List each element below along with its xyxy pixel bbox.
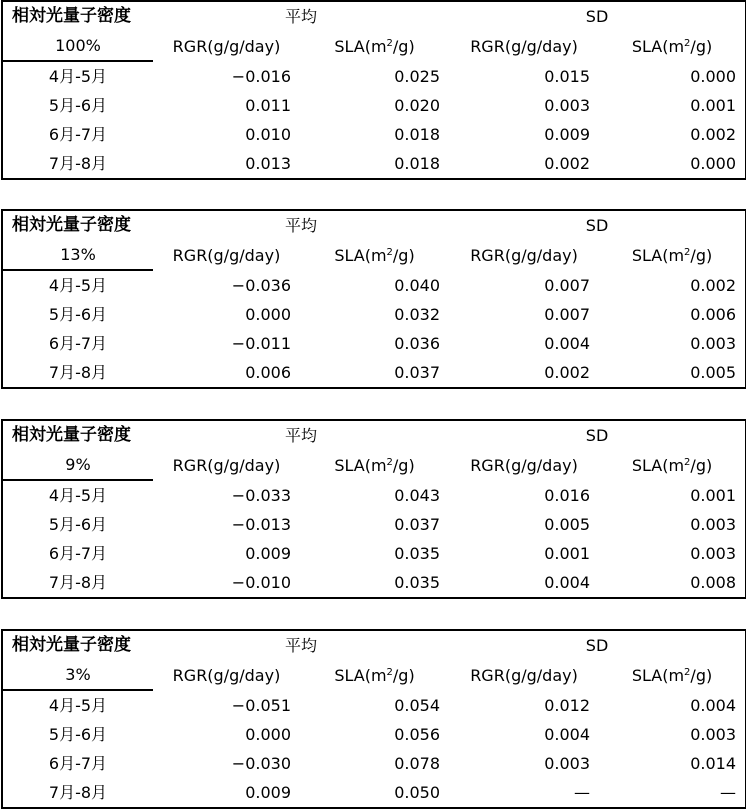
table-row bbox=[2, 149, 746, 179]
mean-group-header: 平均 bbox=[285, 426, 318, 445]
sd-group-header: SD bbox=[585, 636, 609, 655]
mean-sla-value: 0.036 bbox=[394, 334, 441, 353]
mean-sla-value: 0.050 bbox=[394, 783, 441, 802]
sla-header-prefix: SLA(m bbox=[631, 36, 685, 56]
table-row bbox=[2, 300, 746, 329]
mean-rgr-header: RGR(g/g/day) bbox=[172, 36, 281, 56]
mean-rgr-value: −0.016 bbox=[231, 66, 291, 86]
sd-sla-value: 0.000 bbox=[690, 154, 737, 173]
sd-rgr-header: RGR(g/g/day) bbox=[470, 455, 578, 475]
period-cell: 5月-6月 bbox=[48, 515, 108, 534]
sla-header-superscript: 2 bbox=[684, 666, 691, 678]
mean-rgr-value: −0.010 bbox=[231, 573, 291, 592]
sd-sla-value: 0.002 bbox=[690, 125, 737, 144]
sla-header-prefix: SLA(m bbox=[334, 455, 387, 475]
sla-header-suffix: /g) bbox=[690, 36, 713, 56]
mean-group-header: 平均 bbox=[285, 216, 318, 235]
mean-rgr-header: RGR(g/g/day) bbox=[172, 455, 281, 475]
period-cell: 6月-7月 bbox=[48, 544, 108, 563]
data-table-9pct bbox=[1, 419, 746, 599]
sd-rgr-value: 0.009 bbox=[544, 125, 591, 144]
sla-header-suffix: /g) bbox=[690, 455, 713, 475]
data-table-3pct bbox=[1, 629, 746, 809]
period-cell: 6月-7月 bbox=[48, 754, 108, 773]
header-row-groups bbox=[2, 420, 746, 450]
sd-rgr-header: RGR(g/g/day) bbox=[470, 665, 578, 685]
table-row bbox=[2, 91, 746, 120]
mean-sla-header bbox=[300, 31, 449, 61]
period-cell: 4月-5月 bbox=[48, 67, 108, 86]
mean-sla-value: 0.035 bbox=[394, 573, 441, 592]
sla-header-suffix: /g) bbox=[392, 245, 415, 265]
mean-sla-value: 0.040 bbox=[394, 275, 441, 295]
period-cell: 4月-5月 bbox=[48, 486, 108, 505]
sd-sla-value: 0.001 bbox=[690, 96, 737, 115]
period-cell: 5月-6月 bbox=[48, 96, 108, 115]
sd-sla-value: 0.001 bbox=[690, 485, 737, 505]
sla-header-prefix: SLA(m bbox=[631, 665, 685, 685]
period-cell: 7月-8月 bbox=[48, 363, 108, 382]
header-row-columns bbox=[2, 660, 746, 690]
mean-sla-value: 0.018 bbox=[394, 125, 441, 144]
sd-sla-value: 0.000 bbox=[690, 66, 737, 86]
mean-rgr-header: RGR(g/g/day) bbox=[172, 665, 281, 685]
table-row bbox=[2, 358, 746, 388]
mean-sla-value: 0.037 bbox=[394, 515, 441, 534]
period-cell: 6月-7月 bbox=[48, 334, 108, 353]
light-level-label: 100% bbox=[2, 31, 153, 61]
period-cell: 4月-5月 bbox=[48, 696, 108, 715]
sd-group-header: SD bbox=[585, 426, 609, 445]
sla-header-prefix: SLA(m bbox=[631, 455, 685, 475]
table-row bbox=[2, 539, 746, 568]
header-row-columns bbox=[2, 450, 746, 480]
mean-sla-header bbox=[300, 240, 449, 270]
sd-rgr-value: 0.002 bbox=[544, 363, 591, 382]
mean-sla-value: 0.037 bbox=[394, 363, 441, 382]
mean-sla-value: 0.020 bbox=[394, 96, 441, 115]
sla-header-prefix: SLA(m bbox=[334, 665, 387, 685]
sd-sla-value: 0.006 bbox=[690, 305, 737, 324]
period-cell: 7月-8月 bbox=[48, 573, 108, 592]
sd-rgr-header: RGR(g/g/day) bbox=[470, 36, 578, 56]
sd-rgr-value: 0.012 bbox=[544, 695, 591, 715]
row-title-label: 相対光量子密度 bbox=[12, 215, 131, 235]
sla-header-superscript: 2 bbox=[684, 456, 691, 468]
sd-rgr-value: 0.004 bbox=[544, 334, 591, 353]
sla-header-superscript: 2 bbox=[386, 666, 393, 678]
sd-sla-value: 0.003 bbox=[690, 515, 737, 534]
sd-group-header: SD bbox=[585, 216, 609, 235]
mean-rgr-value: −0.051 bbox=[231, 695, 291, 715]
mean-sla-header bbox=[300, 660, 449, 690]
light-level-label: 13% bbox=[2, 240, 153, 270]
sd-rgr-value: 0.003 bbox=[544, 754, 591, 773]
sd-sla-header bbox=[599, 450, 746, 480]
sd-sla-header bbox=[599, 31, 746, 61]
sla-header-suffix: /g) bbox=[392, 455, 415, 475]
mean-rgr-value: 0.009 bbox=[245, 783, 291, 802]
light-level-label: 3% bbox=[2, 660, 153, 690]
mean-rgr-value: 0.000 bbox=[245, 305, 291, 324]
sd-rgr-header: RGR(g/g/day) bbox=[470, 245, 578, 265]
sla-header-superscript: 2 bbox=[684, 246, 691, 258]
header-row-groups bbox=[2, 630, 746, 660]
sd-group-header: SD bbox=[585, 7, 609, 26]
sla-header-superscript: 2 bbox=[386, 37, 393, 49]
sd-sla-header bbox=[599, 240, 746, 270]
mean-rgr-header: RGR(g/g/day) bbox=[172, 245, 281, 265]
table-row bbox=[2, 778, 746, 808]
table-row bbox=[2, 510, 746, 539]
sla-header-superscript: 2 bbox=[386, 456, 393, 468]
sd-sla-value: 0.014 bbox=[690, 754, 737, 773]
sd-sla-value: 0.008 bbox=[690, 573, 737, 592]
sd-sla-value: 0.002 bbox=[690, 275, 737, 295]
data-table-100pct bbox=[1, 0, 746, 180]
sd-rgr-value: 0.007 bbox=[544, 275, 591, 295]
sd-sla-value: 0.003 bbox=[690, 544, 737, 563]
light-level-label: 9% bbox=[2, 450, 153, 480]
mean-rgr-value: 0.000 bbox=[245, 725, 291, 744]
period-cell: 5月-6月 bbox=[48, 725, 108, 744]
data-table-13pct bbox=[1, 209, 746, 389]
sd-rgr-value: 0.007 bbox=[544, 305, 591, 324]
row-title-label: 相対光量子密度 bbox=[12, 635, 131, 655]
mean-sla-value: 0.018 bbox=[394, 154, 441, 173]
sd-rgr-value: 0.004 bbox=[544, 725, 591, 744]
sla-header-suffix: /g) bbox=[690, 665, 713, 685]
mean-rgr-value: 0.006 bbox=[245, 363, 291, 382]
mean-sla-value: 0.056 bbox=[394, 725, 441, 744]
sla-header-superscript: 2 bbox=[386, 246, 393, 258]
sd-sla-header bbox=[599, 660, 746, 690]
mean-sla-value: 0.078 bbox=[394, 754, 441, 773]
period-cell: 4月-5月 bbox=[48, 276, 108, 295]
mean-rgr-value: −0.033 bbox=[231, 485, 291, 505]
header-row-groups bbox=[2, 1, 746, 31]
mean-rgr-value: −0.011 bbox=[231, 334, 291, 353]
table-row bbox=[2, 720, 746, 749]
mean-sla-header bbox=[300, 450, 449, 480]
mean-group-header: 平均 bbox=[285, 7, 318, 26]
sla-header-suffix: /g) bbox=[690, 245, 713, 265]
table-row bbox=[2, 568, 746, 598]
table-row bbox=[2, 61, 746, 91]
row-title-label: 相対光量子密度 bbox=[12, 425, 131, 445]
table-row bbox=[2, 270, 746, 300]
sd-rgr-value: 0.016 bbox=[544, 485, 591, 505]
sd-rgr-value: — bbox=[574, 783, 591, 802]
period-cell: 6月-7月 bbox=[48, 125, 108, 144]
mean-rgr-value: 0.010 bbox=[245, 125, 291, 144]
sla-header-prefix: SLA(m bbox=[631, 245, 685, 265]
mean-sla-value: 0.035 bbox=[394, 544, 441, 563]
mean-rgr-value: 0.011 bbox=[245, 96, 291, 115]
mean-sla-value: 0.032 bbox=[394, 305, 441, 324]
period-cell: 5月-6月 bbox=[48, 305, 108, 324]
mean-rgr-value: −0.036 bbox=[231, 275, 291, 295]
mean-group-header: 平均 bbox=[285, 636, 318, 655]
sd-rgr-value: 0.002 bbox=[544, 154, 591, 173]
mean-rgr-value: −0.030 bbox=[231, 754, 291, 773]
period-cell: 7月-8月 bbox=[48, 783, 108, 802]
sd-sla-value: 0.005 bbox=[690, 363, 737, 382]
sd-rgr-value: 0.015 bbox=[544, 66, 591, 86]
table-row bbox=[2, 329, 746, 358]
mean-rgr-value: 0.009 bbox=[245, 544, 291, 563]
table-row bbox=[2, 120, 746, 149]
sd-rgr-value: 0.004 bbox=[544, 573, 591, 592]
table-row bbox=[2, 690, 746, 720]
mean-sla-value: 0.025 bbox=[394, 66, 441, 86]
header-row-columns bbox=[2, 240, 746, 270]
mean-rgr-value: −0.013 bbox=[231, 515, 291, 534]
mean-sla-value: 0.043 bbox=[394, 485, 441, 505]
period-cell: 7月-8月 bbox=[48, 154, 108, 173]
header-row-columns bbox=[2, 31, 746, 61]
table-row bbox=[2, 480, 746, 510]
sd-rgr-value: 0.005 bbox=[544, 515, 591, 534]
sd-rgr-value: 0.001 bbox=[544, 544, 591, 563]
sla-header-prefix: SLA(m bbox=[334, 245, 387, 265]
sd-sla-value: 0.003 bbox=[690, 334, 737, 353]
sla-header-suffix: /g) bbox=[392, 665, 415, 685]
sla-header-prefix: SLA(m bbox=[334, 36, 387, 56]
mean-rgr-value: 0.013 bbox=[245, 154, 291, 173]
sd-sla-value: 0.004 bbox=[690, 695, 737, 715]
header-row-groups bbox=[2, 210, 746, 240]
sla-header-superscript: 2 bbox=[684, 37, 691, 49]
table-row bbox=[2, 749, 746, 778]
sd-sla-value: 0.003 bbox=[690, 725, 737, 744]
sd-rgr-value: 0.003 bbox=[544, 96, 591, 115]
sla-header-suffix: /g) bbox=[392, 36, 415, 56]
mean-sla-value: 0.054 bbox=[394, 695, 441, 715]
row-title-label: 相対光量子密度 bbox=[12, 6, 131, 26]
sd-sla-value: — bbox=[720, 783, 737, 802]
